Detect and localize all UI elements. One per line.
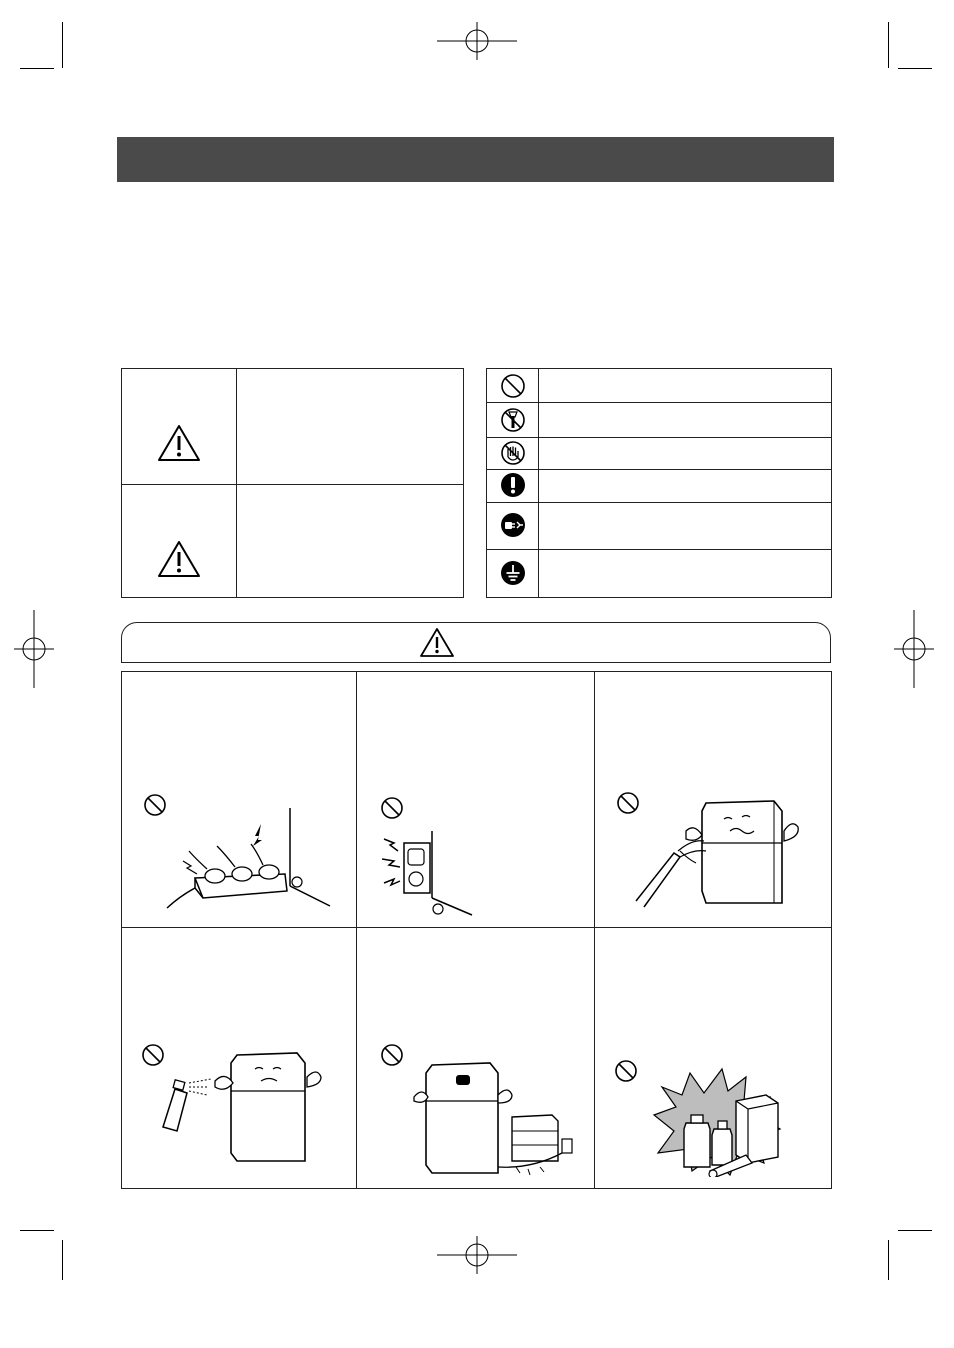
signal-word-table (121, 368, 464, 598)
do-not-touch-icon (500, 440, 526, 466)
registration-mark (894, 610, 934, 688)
section-title (117, 149, 131, 169)
prohibited-icon (143, 793, 167, 817)
registration-mark (14, 610, 54, 688)
refrigerator-crushing-plug-illustration (412, 1057, 582, 1177)
warning-item (356, 927, 594, 1189)
legend-text (547, 503, 825, 549)
registration-mark (437, 1236, 517, 1274)
legend-text (547, 438, 825, 469)
crop-mark (20, 68, 54, 69)
warning-item (121, 927, 356, 1189)
mandatory-instruction-icon (500, 472, 526, 498)
symbol-legend-table (486, 368, 832, 598)
legend-text (547, 369, 825, 402)
warning-triangle-icon (157, 424, 201, 462)
warning-item (356, 671, 594, 927)
flammable-substances-explosion-illustration (652, 1067, 802, 1177)
legend-text (547, 550, 825, 596)
do-not-disassemble-icon (500, 407, 526, 433)
crop-mark (20, 1230, 54, 1231)
crop-mark (898, 1230, 932, 1231)
warning-triangle-icon (419, 627, 455, 658)
legend-text (547, 470, 825, 502)
damaged-wall-outlet-illustration (382, 823, 482, 923)
prohibited-icon (380, 796, 404, 820)
signal-word-description (246, 493, 456, 593)
warning-item (594, 927, 832, 1189)
unplug-icon (500, 512, 526, 538)
crop-mark (888, 1240, 889, 1280)
intro-paragraph (121, 200, 831, 350)
prohibited-icon (614, 1059, 638, 1083)
prohibited-icon (380, 1043, 404, 1067)
legend-text (547, 403, 825, 437)
crop-mark (62, 22, 63, 68)
crop-mark (888, 22, 889, 68)
section-header-bar (117, 137, 834, 182)
signal-word-description (246, 377, 456, 477)
prohibited-icon (500, 373, 526, 399)
warning-item (121, 671, 356, 927)
spraying-water-on-refrigerator-illustration (634, 791, 814, 911)
warning-section-header (121, 622, 831, 663)
flammable-spray-near-refrigerator-illustration (159, 1049, 339, 1169)
registration-mark (437, 22, 517, 60)
ground-icon (500, 560, 526, 586)
overloaded-multi-outlet-illustration (165, 806, 350, 916)
warning-item (594, 671, 832, 927)
crop-mark (898, 68, 932, 69)
crop-mark (62, 1240, 63, 1280)
caution-triangle-icon (157, 540, 201, 578)
